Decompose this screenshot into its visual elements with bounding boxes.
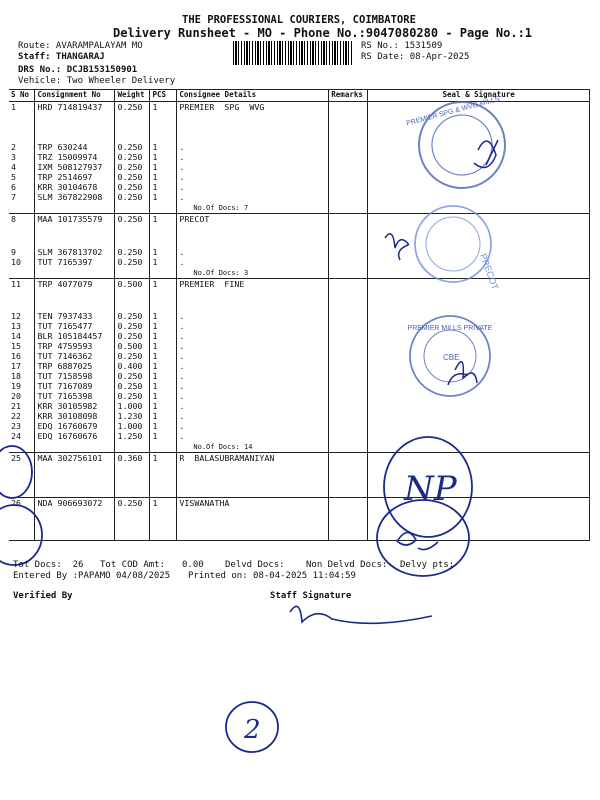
cell-consignment-no: TUT 7165398 xyxy=(35,391,115,401)
verified-by: Verified By xyxy=(13,591,73,601)
rs-number: RS No.: 1531509 xyxy=(361,41,443,51)
cell-sno: 14 xyxy=(11,331,21,341)
cell-sno: 8 xyxy=(11,214,16,224)
cell-consignee: PREMIER SPG WVG xyxy=(177,102,329,143)
cell-weight: 0.250 xyxy=(115,102,150,143)
cell-consignee: . xyxy=(177,182,329,192)
cell-consignment-no: TRP 630244 xyxy=(35,142,115,152)
cell-weight: 0.500 xyxy=(115,341,150,351)
cell-pcs: 1 xyxy=(150,311,177,321)
cell-pcs: 1 xyxy=(150,453,177,464)
cell-consignment-no: MAA 101735579 xyxy=(35,214,115,248)
col-pcs: PCS xyxy=(150,90,177,102)
cell-consignee: . xyxy=(177,162,329,172)
col-sno: S No xyxy=(9,90,35,102)
cell-consignment-no: TEN 7937433 xyxy=(35,311,115,321)
cell-pcs: 1 xyxy=(150,162,177,172)
cell-weight: 0.250 xyxy=(115,142,150,152)
cell-sno: 13 xyxy=(11,321,21,331)
cell-pcs: 1 xyxy=(150,371,177,381)
cell-weight: 1.000 xyxy=(115,401,150,411)
cell-pcs: 1 xyxy=(150,431,177,441)
printed-on: Printed on: 08-04-2025 11:04:59 xyxy=(188,571,356,581)
cell-pcs: 1 xyxy=(150,321,177,331)
handwritten-np: NP xyxy=(404,469,457,509)
cell-weight: 0.250 xyxy=(115,381,150,391)
col-consignment: Consignment No xyxy=(35,90,115,102)
cell-weight: 0.250 xyxy=(115,247,150,257)
col-weight: Weight xyxy=(115,90,150,102)
staff: Staff: THANGARAJ xyxy=(18,52,105,62)
cell-weight: 1.230 xyxy=(115,411,150,421)
cell-consignment-no: TUT 7165477 xyxy=(35,321,115,331)
stamp1-text: PREMIER SPG & WVG MILLS xyxy=(405,95,501,128)
cell-consignee: . xyxy=(177,341,329,351)
cell-consignment-no: EDQ 16760679 xyxy=(35,421,115,431)
handwritten-page-number: 2 xyxy=(244,715,261,745)
cell-consignee: . xyxy=(177,391,329,401)
cell-pcs: 1 xyxy=(150,279,177,312)
cell-weight: 0.250 xyxy=(115,257,150,267)
cell-consignee: PRECOT xyxy=(177,214,329,248)
cell-consignment-no: TRP 4077079 xyxy=(35,279,115,312)
cell-sno: 10 xyxy=(11,257,21,267)
cell-pcs: 1 xyxy=(150,152,177,162)
cell-weight: 1.250 xyxy=(115,431,150,441)
cell-consignment-no: TRP 2514697 xyxy=(35,172,115,182)
cell-consignment-no: KRR 30105982 xyxy=(35,401,115,411)
cell-pcs: 1 xyxy=(150,498,177,509)
cell-consignee: . xyxy=(177,401,329,411)
cell-consignee: . xyxy=(177,321,329,331)
cell-consignee: . xyxy=(177,247,329,257)
cell-consignee: . xyxy=(177,192,329,202)
rs-date: RS Date: 08-Apr-2025 xyxy=(361,52,470,62)
cell-consignee: . xyxy=(177,351,329,361)
cell-pcs: 1 xyxy=(150,391,177,401)
cell-pcs: 1 xyxy=(150,331,177,341)
cell-sno: 23 xyxy=(11,421,21,431)
cell-consignment-no: TRZ 15009974 xyxy=(35,152,115,162)
cell-sno: 7 xyxy=(11,192,16,202)
cell-consignment-no: NDA 906693072 xyxy=(35,498,115,509)
cell-sno: 9 xyxy=(11,247,16,257)
cell-consignment-no: KRR 30104678 xyxy=(35,182,115,192)
cell-consignee: . xyxy=(177,331,329,341)
cell-weight: 0.250 xyxy=(115,182,150,192)
cell-sno: 19 xyxy=(11,381,21,391)
col-seal: Seal & Signature xyxy=(368,90,590,102)
drs-number: DRS No.: DCJB153150901 xyxy=(18,65,138,75)
cell-weight: 0.250 xyxy=(115,331,150,341)
cell-consignee: . xyxy=(177,411,329,421)
stamp-premier-spg xyxy=(404,91,519,199)
cell-consignment-no: MAA 302756101 xyxy=(35,453,115,464)
total-cod-label: Tot COD Amt: xyxy=(100,560,166,570)
cell-sno: 25 xyxy=(11,453,21,463)
cell-consignment-no: BLR 105184457 xyxy=(35,331,115,341)
cell-weight: 0.250 xyxy=(115,321,150,331)
staff-signature-mark xyxy=(290,606,432,623)
cell-pcs: 1 xyxy=(150,381,177,391)
non-delivered-docs: Non Delvd Docs: xyxy=(306,560,388,570)
circle-sno-26 xyxy=(0,505,42,565)
cell-consignment-no: EDQ 16760676 xyxy=(35,431,115,441)
cell-consignee: . xyxy=(177,361,329,371)
cell-pcs: 1 xyxy=(150,214,177,248)
col-consignee: Consignee Details xyxy=(177,90,329,102)
cell-sno: 12 xyxy=(11,311,21,321)
vehicle: Vehicle: Two Wheeler Delivery xyxy=(18,76,176,86)
cell-consignment-no: HRD 714819437 xyxy=(35,102,115,143)
cell-sno: 11 xyxy=(11,279,21,289)
cell-consignee: . xyxy=(177,152,329,162)
cell-consignee: R BALASUBRAMANIYAN xyxy=(177,453,329,464)
cell-consignee: VISWANATHA xyxy=(177,498,329,509)
stamp3-center: CBE xyxy=(443,353,460,362)
delivery-points: Delvy pts: xyxy=(400,560,455,570)
cell-sno: 26 xyxy=(11,498,21,508)
cell-sno: 24 xyxy=(11,431,21,441)
cell-weight: 0.250 xyxy=(115,391,150,401)
docs-count: No.Of Docs: 14 xyxy=(193,443,253,451)
cell-sno: 21 xyxy=(11,401,21,411)
total-docs: Tot Docs: 26 xyxy=(13,560,84,570)
entered-by: Entered By :PAPAMO 04/08/2025 xyxy=(13,571,171,581)
staff-signature-label: Staff Signature xyxy=(270,591,352,601)
cell-weight: 0.250 xyxy=(115,498,150,509)
cell-weight: 0.250 xyxy=(115,152,150,162)
cell-consignment-no: TUT 7146362 xyxy=(35,351,115,361)
cell-pcs: 1 xyxy=(150,192,177,202)
signature-2 xyxy=(385,234,409,260)
cell-consignee: . xyxy=(177,311,329,321)
cell-consignment-no: SLM 367813702 xyxy=(35,247,115,257)
cell-consignee: . xyxy=(177,257,329,267)
circle-sno-25 xyxy=(0,446,32,498)
cell-pcs: 1 xyxy=(150,421,177,431)
route: Route: AVARAMPALAYAM MO xyxy=(18,41,143,51)
cell-consignee: PREMIER FINE xyxy=(177,279,329,312)
cell-consignee: . xyxy=(177,142,329,152)
cell-consignment-no: TUT 7165397 xyxy=(35,257,115,267)
cell-consignment-no: IXM 508127937 xyxy=(35,162,115,172)
cell-sno: 5 xyxy=(11,172,16,182)
cell-pcs: 1 xyxy=(150,247,177,257)
cell-weight: 0.250 xyxy=(115,162,150,172)
cell-consignee: . xyxy=(177,431,329,441)
cell-pcs: 1 xyxy=(150,341,177,351)
cell-weight: 0.400 xyxy=(115,361,150,371)
docs-count: No.Of Docs: 3 xyxy=(193,269,249,277)
stamp2-text: PRECOT xyxy=(478,252,501,291)
cell-weight: 0.360 xyxy=(115,453,150,464)
cell-weight: 0.250 xyxy=(115,351,150,361)
cell-weight: 0.250 xyxy=(115,172,150,182)
cell-weight: 1.000 xyxy=(115,421,150,431)
cell-sno: 1 xyxy=(11,102,16,112)
cell-pcs: 1 xyxy=(150,172,177,182)
company-title: THE PROFESSIONAL COURIERS, COIMBATORE xyxy=(182,14,416,26)
cell-sno: 6 xyxy=(11,182,16,192)
cell-consignment-no: SLM 367822908 xyxy=(35,192,115,202)
cell-pcs: 1 xyxy=(150,257,177,267)
cell-sno: 2 xyxy=(11,142,16,152)
delivered-docs: Delvd Docs: xyxy=(225,560,285,570)
cell-pcs: 1 xyxy=(150,361,177,371)
cell-sno: 15 xyxy=(11,341,21,351)
cell-weight: 0.500 xyxy=(115,279,150,312)
stamp3-text: PREMIER MILLS PRIVATE xyxy=(407,325,493,332)
cell-sno: 17 xyxy=(11,361,21,371)
stamp-precot xyxy=(415,206,501,291)
cell-consignment-no: TRP 4759593 xyxy=(35,341,115,351)
cell-consignment-no: TUT 7167089 xyxy=(35,381,115,391)
cell-pcs: 1 xyxy=(150,142,177,152)
cell-sno: 22 xyxy=(11,411,21,421)
cell-sno: 18 xyxy=(11,371,21,381)
cell-weight: 0.250 xyxy=(115,371,150,381)
cell-consignee: . xyxy=(177,172,329,182)
cell-consignment-no: TRP 6887025 xyxy=(35,361,115,371)
stamp-premier-mills xyxy=(408,316,493,396)
signature-1 xyxy=(474,140,498,168)
cell-consignment-no: KRR 30108098 xyxy=(35,411,115,421)
cell-weight: 0.250 xyxy=(115,214,150,248)
total-cod-value: 0.00 xyxy=(182,560,204,570)
runsheet-title: Delivery Runsheet - MO - Phone No.:9047080280 - Page No.:1 xyxy=(113,26,533,40)
cell-sno: 16 xyxy=(11,351,21,361)
cell-sno: 20 xyxy=(11,391,21,401)
cell-sno: 4 xyxy=(11,162,16,172)
col-remarks: Remarks xyxy=(329,90,368,102)
cell-weight: 0.250 xyxy=(115,311,150,321)
cell-consignee: . xyxy=(177,371,329,381)
cell-pcs: 1 xyxy=(150,102,177,143)
cell-pcs: 1 xyxy=(150,401,177,411)
cell-consignee: . xyxy=(177,421,329,431)
cell-weight: 0.250 xyxy=(115,192,150,202)
cell-pcs: 1 xyxy=(150,351,177,361)
docs-count: No.Of Docs: 7 xyxy=(193,204,249,212)
cell-consignment-no: TUT 7158598 xyxy=(35,371,115,381)
cell-consignee: . xyxy=(177,381,329,391)
cell-sno: 3 xyxy=(11,152,16,162)
cell-pcs: 1 xyxy=(150,411,177,421)
cell-pcs: 1 xyxy=(150,182,177,192)
